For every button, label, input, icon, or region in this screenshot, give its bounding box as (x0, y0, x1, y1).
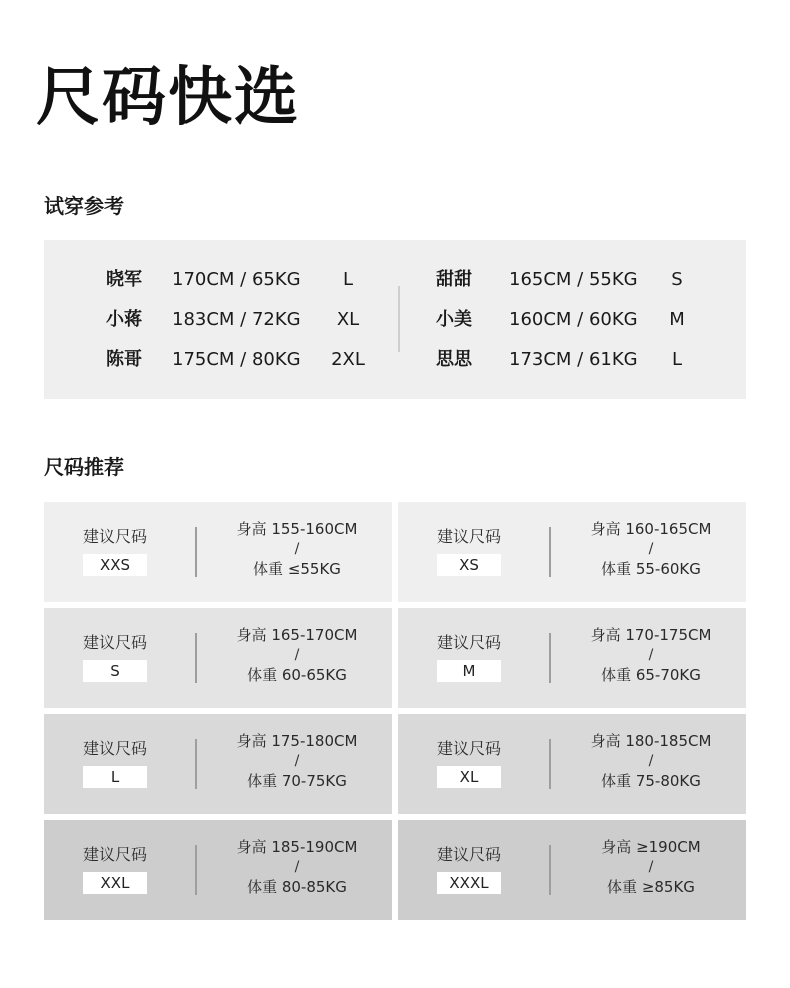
size-card-m (398, 608, 746, 708)
model-measurements: 173CM / 61KG (509, 349, 638, 370)
slash-separator: / (648, 541, 654, 557)
model-name: 小蒋 (106, 309, 142, 330)
recommend-label: 建议尺码 (82, 633, 147, 652)
height-range: 身高 175-180CM (236, 732, 358, 750)
size-badge: M (437, 660, 501, 682)
size-spec (551, 731, 751, 791)
recommend-label: 建议尺码 (82, 739, 147, 758)
weight-range: 体重 60-65KG (247, 666, 347, 684)
weight-range: 体重 ≥85KG (607, 878, 695, 896)
model-measurements: 175CM / 80KG (172, 349, 301, 370)
weight-range: 体重 65-70KG (601, 666, 701, 684)
size-recommend-heading: 尺码推荐 (44, 455, 124, 479)
model-size: S (671, 269, 683, 290)
try-on-row (44, 340, 399, 380)
try-on-panel (44, 240, 746, 399)
slash-separator: / (648, 859, 654, 875)
size-badge: XXS (83, 554, 147, 576)
model-size: M (669, 309, 685, 330)
height-range: 身高 180-185CM (590, 732, 712, 750)
page-title: 尺码快选 (36, 61, 300, 135)
recommend-label: 建议尺码 (82, 845, 147, 864)
height-range: 身高 185-190CM (236, 838, 358, 856)
model-name: 思思 (436, 349, 472, 370)
size-spec (551, 519, 751, 579)
size-spec (197, 731, 397, 791)
height-range: 身高 160-165CM (590, 520, 712, 538)
size-spec (551, 837, 751, 897)
recommend-label: 建议尺码 (436, 633, 501, 652)
size-card-l (44, 714, 392, 814)
weight-range: 体重 55-60KG (601, 560, 701, 578)
size-badge: L (83, 766, 147, 788)
model-size: L (342, 269, 354, 290)
size-spec (197, 837, 397, 897)
slash-separator: / (294, 859, 300, 875)
model-size: 2XL (331, 349, 365, 370)
size-card-xs (398, 502, 746, 602)
size-badge: XXXL (437, 872, 501, 894)
try-on-row (44, 300, 399, 340)
recommend-label: 建议尺码 (436, 739, 501, 758)
weight-range: 体重 ≤55KG (253, 560, 341, 578)
model-name: 小美 (436, 309, 472, 330)
recommend-label: 建议尺码 (436, 845, 501, 864)
size-recommend-grid (44, 502, 746, 920)
try-on-row (400, 300, 746, 340)
height-range: 身高 ≥190CM (601, 838, 701, 856)
size-card-xl (398, 714, 746, 814)
try-on-row (400, 340, 746, 380)
size-card-xxxl (398, 820, 746, 920)
try-on-heading: 试穿参考 (44, 194, 124, 218)
recommend-label: 建议尺码 (436, 527, 501, 546)
size-card-xxs (44, 502, 392, 602)
size-badge: XXL (83, 872, 147, 894)
size-spec (551, 625, 751, 685)
model-measurements: 160CM / 60KG (509, 309, 638, 330)
try-on-row (400, 260, 746, 300)
model-name: 甜甜 (436, 269, 472, 290)
model-size: L (671, 349, 683, 370)
height-range: 身高 165-170CM (236, 626, 358, 644)
model-measurements: 170CM / 65KG (172, 269, 301, 290)
slash-separator: / (648, 753, 654, 769)
try-on-row (44, 260, 399, 300)
size-spec (197, 625, 397, 685)
size-spec (197, 519, 397, 579)
size-card-xxl (44, 820, 392, 920)
height-range: 身高 155-160CM (236, 520, 358, 538)
slash-separator: / (294, 647, 300, 663)
height-range: 身高 170-175CM (590, 626, 712, 644)
slash-separator: / (294, 541, 300, 557)
size-badge: S (83, 660, 147, 682)
model-measurements: 165CM / 55KG (509, 269, 638, 290)
recommend-label: 建议尺码 (82, 527, 147, 546)
slash-separator: / (294, 753, 300, 769)
size-card-s (44, 608, 392, 708)
model-name: 晓军 (106, 269, 142, 290)
weight-range: 体重 75-80KG (601, 772, 701, 790)
weight-range: 体重 70-75KG (247, 772, 347, 790)
slash-separator: / (648, 647, 654, 663)
model-size: XL (336, 309, 360, 330)
size-badge: XS (437, 554, 501, 576)
model-name: 陈哥 (106, 349, 142, 370)
size-badge: XL (437, 766, 501, 788)
model-measurements: 183CM / 72KG (172, 309, 301, 330)
weight-range: 体重 80-85KG (247, 878, 347, 896)
